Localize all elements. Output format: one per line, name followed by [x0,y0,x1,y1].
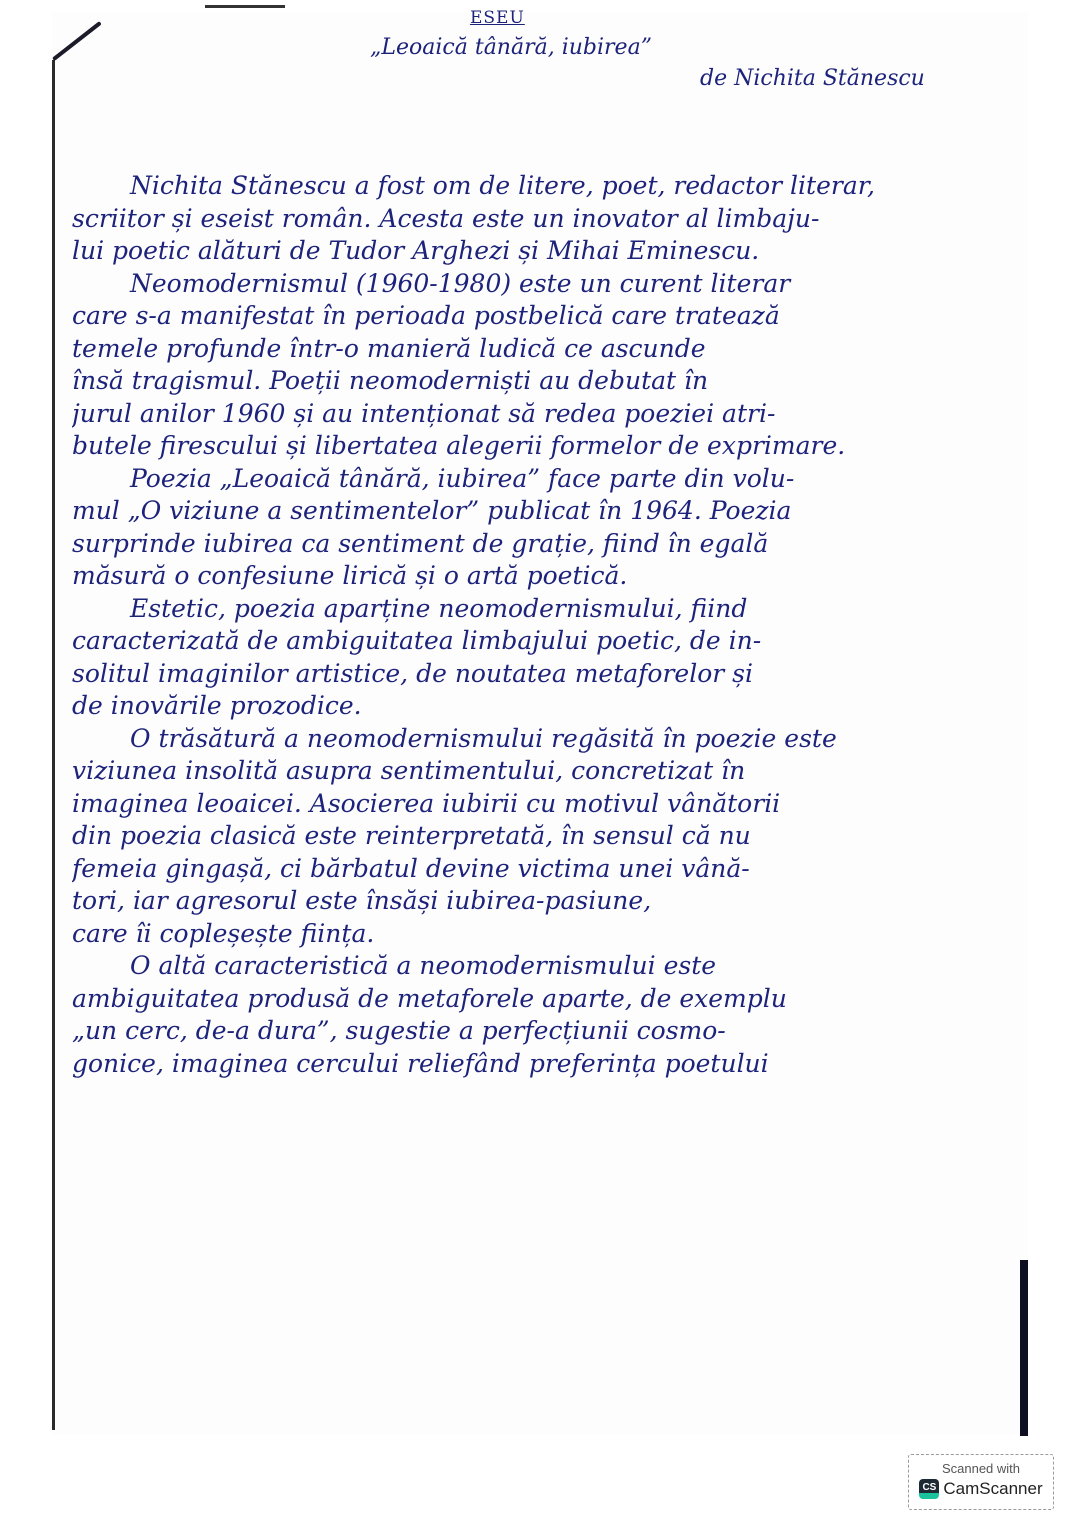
essay-line: Nichita Stănescu a fost om de litere, poet, redactor literar, [130,171,875,200]
essay-line: viziunea insolită asupra sentimentului, concretizat în [72,756,746,785]
essay-line: tori, iar agresorul este însăși iubirea-pasiune, [72,886,652,915]
essay-line: Neomodernismul (1960-1980) este un curent literar [130,268,791,298]
essay-line: mul „O viziune a sentimentelor” publicat în 1964. Poezia [72,496,792,525]
watermark-brand-row [909,1479,1053,1499]
essay-line: temele profunde într-o manieră ludică ce ascunde [72,333,706,363]
essay-line: lui poetic alături de Tudor Arghezi și Mihai Eminescu. [72,236,760,265]
essay-line: femeia gingașă, ci bărbatul devine victima unei vână- [72,853,750,883]
camscanner-logo-icon: CS [919,1479,939,1499]
essay-label: ESEU [470,8,525,28]
essay-line: butele firescului și libertatea alegerii formelor de exprimare. [72,431,846,460]
essay-line: din poezia clasică este reinterpretată, în sensul că nu [72,821,751,850]
page-right-edge-shadow [1020,1260,1028,1436]
poem-title: „Leoaică tânără, iubirea” [370,35,652,60]
essay-line: care s-a manifestat în perioada postbelică care tratează [72,301,780,330]
essay-line: gonice, imaginea cercului reliefând preferința poetului [72,1048,769,1078]
essay-line: Estetic, poezia aparține neomodernismului, fiind [130,593,748,623]
page-left-edge [52,60,55,1430]
essay-line: caracterizată de ambiguitatea limbajului poetic, de in- [72,626,762,655]
camscanner-watermark [908,1454,1054,1510]
page-top-mark [205,5,285,8]
essay-line: Poezia „Leoaică tânără, iubirea” face parte din volu- [130,463,795,493]
essay-line: solitul imaginilor artistice, de noutatea metaforelor și [72,658,753,688]
essay-line: care îi copleșește ființa. [72,918,375,948]
essay-line: surprinde iubirea ca sentiment de grație, fiind în egală [72,528,769,558]
essay-body [72,170,1017,1080]
watermark-caption: Scanned with [941,1461,1021,1476]
essay-line: „un cerc, de-a dura”, sugestie a perfecțiunii cosmo- [72,1016,726,1045]
watermark-brand: CamScanner [943,1479,1043,1498]
essay-line: măsură o confesiune lirică și o artă poetică. [72,561,628,590]
essay-line: jurul anilor 1960 și au intenționat să redea poeziei atri- [72,398,776,428]
essay-line: ambiguitatea produsă de metaforele aparte, de exemplu [72,983,787,1013]
essay-line: O altă caracteristică a neomodernismului este [130,951,717,980]
essay-line: O trăsătură a neomodernismului regăsită în poezie este [130,723,837,753]
poem-author: de Nichita Stănescu [700,66,925,91]
essay-line: de inovările prozodice. [72,691,362,720]
essay-line: scriitor și eseist român. Acesta este un inovator al limbaju- [72,203,820,233]
essay-line: însă tragismul. Poeții neomoderniști au debutat în [72,366,709,395]
essay-line: imaginea leoaicei. Asocierea iubirii cu motivul vânătorii [72,788,781,818]
